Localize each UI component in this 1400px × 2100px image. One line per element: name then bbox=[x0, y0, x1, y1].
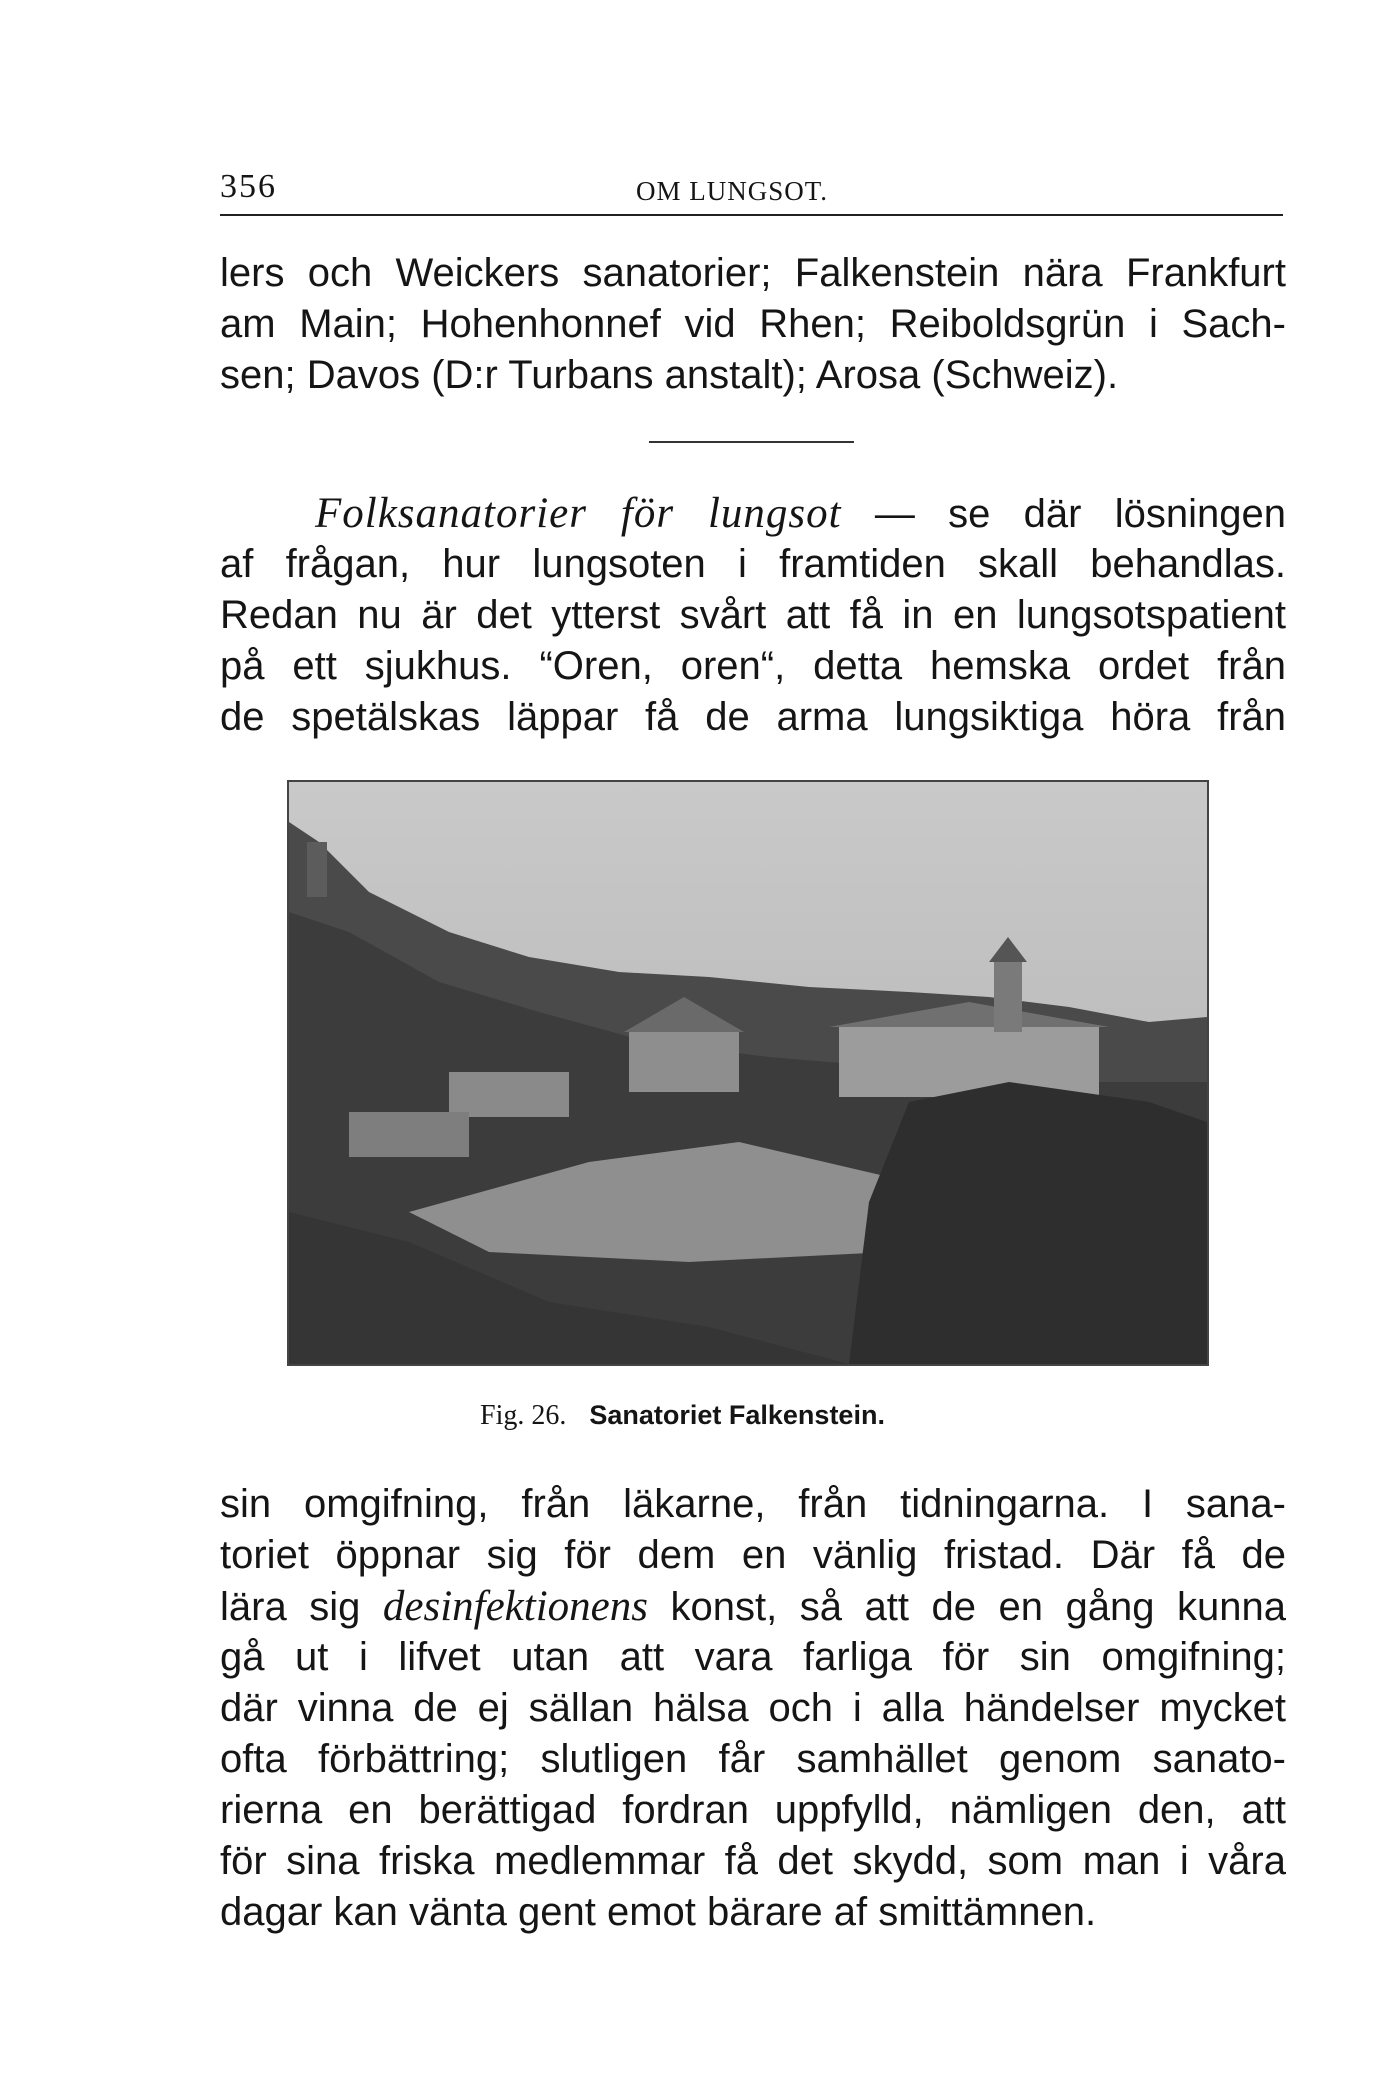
text-fragment: — se där lösningen bbox=[841, 492, 1286, 536]
text-line: toriet öppnar sig för dem en vänlig fristad. Där få de bbox=[220, 1533, 1286, 1577]
figure-title: Sanatoriet Falkenstein. bbox=[589, 1400, 885, 1430]
text-line: sen; Davos (D:r Turbans anstalt); Arosa (Schweiz). bbox=[220, 353, 1119, 397]
text-line: gå ut i lifvet utan att vara farliga för sin omgifning; bbox=[220, 1635, 1286, 1679]
text-line: på ett sjukhus. “Oren, oren“, detta hemska ordet från bbox=[220, 644, 1286, 688]
figure-label: Fig. 26. bbox=[480, 1400, 567, 1431]
page-header bbox=[220, 168, 1283, 216]
page-number: 356 bbox=[220, 168, 277, 205]
text-line: am Main; Hohenhonnef vid Rhen; Reiboldsgrün i Sach- bbox=[220, 302, 1286, 346]
text-line: Redan nu är det ytterst svårt att få in en lungsotspatient bbox=[220, 593, 1286, 637]
sanatorium-photo bbox=[289, 782, 1207, 1364]
text-line bbox=[220, 488, 1286, 539]
paragraph-1 bbox=[220, 248, 1286, 401]
text-line: af frågan, hur lungsoten i framtiden skall behandlas. bbox=[220, 542, 1286, 586]
text-line: där vinna de ej sällan hälsa och i alla händelser mycket bbox=[220, 1686, 1286, 1730]
paragraph-3 bbox=[220, 1479, 1286, 1938]
text-line: dagar kan vänta gent emot bärare af smittämnen. bbox=[220, 1890, 1097, 1934]
text-line: sin omgifning, från läkarne, från tidningarna. I sana- bbox=[220, 1482, 1286, 1526]
text-line: för sina friska medlemmar få det skydd, som man i våra bbox=[220, 1839, 1286, 1883]
text-line: ofta förbättring; slutligen får samhället genom sanato- bbox=[220, 1737, 1286, 1781]
text-line bbox=[220, 1581, 1286, 1632]
italic-phrase: Folksanatorier för lungsot bbox=[315, 490, 842, 537]
text-line: rierna en berättigad fordran uppfylld, nämligen den, att bbox=[220, 1788, 1286, 1832]
running-title: OM LUNGSOT. bbox=[636, 176, 828, 206]
figure-caption bbox=[480, 1400, 885, 1432]
text-line: lers och Weickers sanatorier; Falkenstein nära Frankfurt bbox=[220, 251, 1286, 295]
figure-photo bbox=[287, 780, 1209, 1366]
italic-word: desinfektionens bbox=[382, 1583, 648, 1630]
text-line: de spetälskas läppar få de arma lungsiktiga höra från bbox=[220, 695, 1286, 739]
text-fragment: lära sig bbox=[220, 1585, 383, 1629]
paragraph-2 bbox=[220, 488, 1286, 743]
text-fragment: konst, så att de en gång kunna bbox=[647, 1585, 1286, 1629]
section-divider bbox=[649, 441, 854, 443]
